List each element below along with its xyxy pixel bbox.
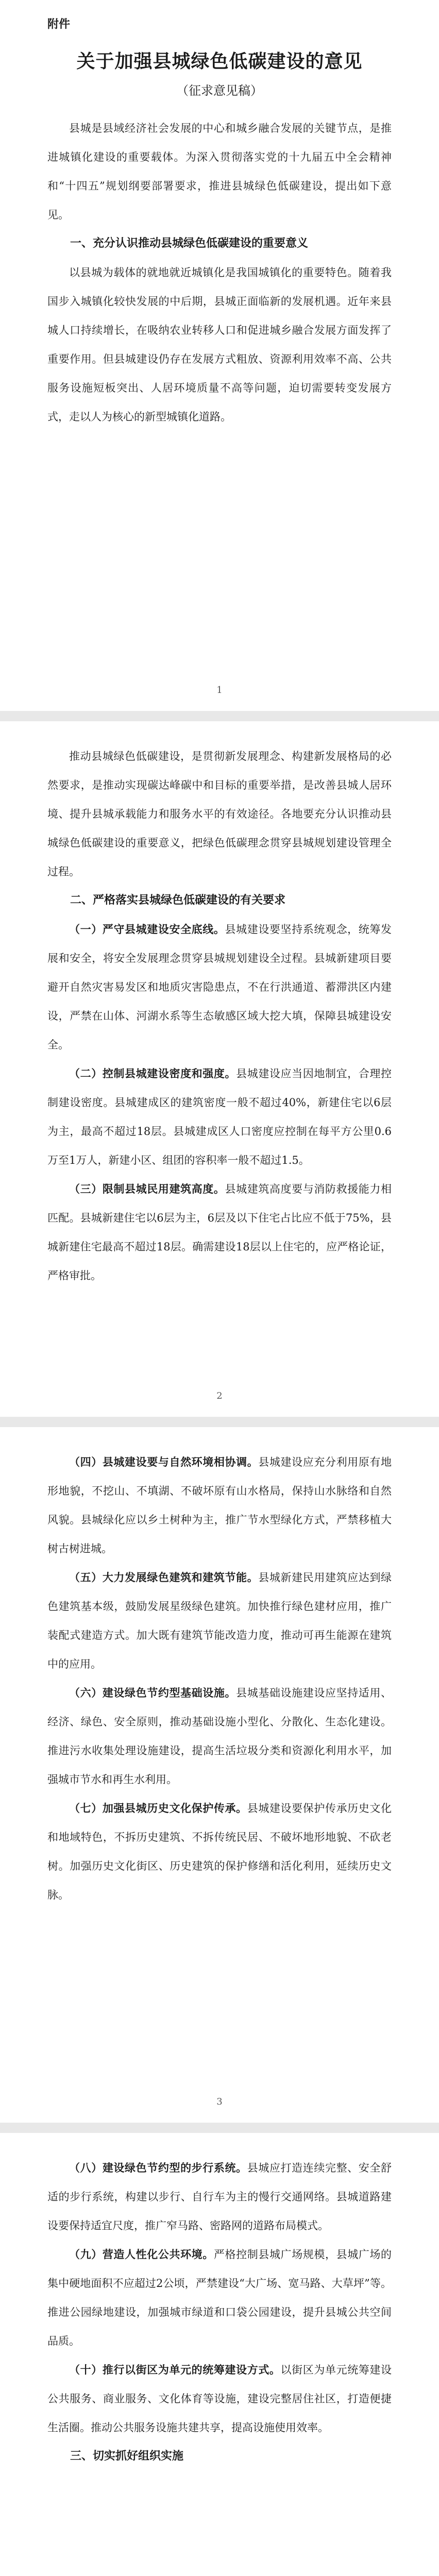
page-3 xyxy=(0,1427,439,2123)
section-2-item xyxy=(47,2154,392,2240)
item-text: 县城建设要坚持系统观念，统筹发展和安全，将安全发展理念贯穿县城规划建设全过程。县城新建项目要避开自然灾害易发区和地质灾害隐患点，不在行洪通道、蓄滞洪区内建设，严禁在山体、河湖水系等生态敏感区域大挖大填，保障县城建设安全。 xyxy=(47,923,392,1051)
item-text: 严格控制县城广场规模，县城广场的集中硬地面积不应超过2公顷，严禁建设“大广场、宽马路、大草坪”等。推进公园绿地建设，加强城市绿道和口袋公园建设，提升县城公共空间品质。 xyxy=(47,2248,392,2347)
section-2-item xyxy=(47,1175,392,1290)
page-number: 2 xyxy=(216,1391,223,1401)
intro-paragraph: 县城是县域经济社会发展的中心和城乡融合发展的关键节点，是推进城镇化建设的重要载体。为深入贯彻落实党的十九届五中全会精神和“十四五”规划纲要部署要求，推进县城绿色低碳建设，提出如下意见。 xyxy=(47,122,392,221)
item-lead: （六）建设绿色节约型基础设施。 xyxy=(69,1686,237,1699)
page-number: 1 xyxy=(216,685,223,696)
item-text: 县城建设要保护传承历史文化和地域特色，不拆历史建筑、不拆传统民居、不破坏地形地貌、不砍老树。加强历史文化街区、历史建筑的保护修缮和活化利用，延续历史文脉。 xyxy=(47,1802,392,1901)
section-2-item xyxy=(47,915,392,1059)
section-1-paragraph: 以县城为载体的就地就近城镇化是我国城镇化的重要特色。随着我国步入城镇化较快发展的中后期，县城正面临新的发展机遇。近年来县城人口持续增长，在吸纳农业转移人口和促进城乡融合发展方面发挥了重要作用。但县城建设仍存在发展方式粗放、资源利用效率不高、公共服务设施短板突出、人居环境质量不高等问题，迫切需要转变发展方式，走以人为核心的新型城镇化道路。 xyxy=(47,266,392,423)
item-lead: （四）县城建设要与自然环境相协调。 xyxy=(69,1455,259,1468)
section-2-item xyxy=(47,1059,392,1175)
item-text: 以街区为单元统筹建设公共服务、商业服务、文化体育等设施，建设完整居住社区，打造便捷生活圈。推动公共服务设施共建共享，提高设施使用效率。 xyxy=(47,2364,392,2434)
section-2-item xyxy=(47,1563,392,1679)
page-2 xyxy=(0,721,439,1417)
attachment-label: 附件 xyxy=(47,18,71,31)
section-2-item xyxy=(47,1448,392,1563)
section-2-item xyxy=(47,1679,392,1794)
item-lead: （十）推行以街区为单元的统筹建设方式。 xyxy=(69,2363,281,2376)
item-lead: （五）大力发展绿色建筑和建筑节能。 xyxy=(69,1571,259,1584)
item-lead: （八）建设绿色节约型的步行系统。 xyxy=(69,2161,247,2174)
item-text: 县城建设应充分利用原有地形地貌，不挖山、不填湖、不破坏原有山水格局，保持山水脉络和自然风貌。县城绿化应以乡土树种为主，推广节水型绿化方式，严禁移植大树古树进城。 xyxy=(47,1456,392,1555)
section-2-heading: 二、严格落实县城绿色低碳建设的有关要求 xyxy=(70,894,286,907)
item-text: 县城新建民用建筑应达到绿色建筑基本级，鼓励发展星级绿色建筑。加快推行绿色建材应用，推广装配式建造方式。加大既有建筑节能改造力度，推动可再生能源在建筑中的应用。 xyxy=(47,1571,392,1670)
item-lead: （三）限制县城民用建筑高度。 xyxy=(69,1182,225,1195)
section-2-item xyxy=(47,1794,392,1909)
document-subtitle: （征求意见稿） xyxy=(176,83,263,98)
document-title: 关于加强县城绿色低碳建设的意见 xyxy=(76,50,363,72)
item-text: 县城建设应当因地制宜，合理控制建设密度。县城建成区的建筑密度一般不超过40%，新建住宅以6层为主，最高不超过18层。县城建成区人口密度应控制在每平方公里0.6万至1万人，新建小区、组团的容积率一般不超过1.5。 xyxy=(47,1067,392,1166)
item-lead: （一）严守县城建设安全底线。 xyxy=(69,923,225,936)
section-2-item xyxy=(47,2240,392,2355)
item-text: 县城基础设施建设应坚持适用、经济、绿色、安全原则，推动基础设施小型化、分散化、生态化建设。推进污水收集处理设施建设，提高生活垃圾分类和资源化利用水平，加强城市节水和再生水利用。 xyxy=(47,1687,392,1786)
item-text: 县城应打造连续完整、安全舒适的步行系统，构建以步行、自行车为主的慢行交通网络。县城道路建设要保持适宜尺度，推广窄马路、密路网的道路布局模式。 xyxy=(47,2162,392,2232)
item-lead: （七）加强县城历史文化保护传承。 xyxy=(69,1802,247,1815)
page-number: 3 xyxy=(216,2096,223,2107)
item-lead: （九）营造人性化公共环境。 xyxy=(69,2248,214,2261)
section-2-item xyxy=(47,2355,392,2442)
section-3-heading: 三、切实抓好组织实施 xyxy=(70,2450,184,2463)
page-4 xyxy=(0,2133,439,2576)
section-1-heading: 一、充分认识推动县城绿色低碳建设的重要意义 xyxy=(70,237,309,250)
page-1 xyxy=(0,0,439,711)
section-1-paragraph: 推动县城绿色低碳建设，是贯彻新发展理念、构建新发展格局的必然要求，是推动实现碳达峰碳中和目标的重要举措，是改善县城人居环境、提升县城承载能力和服务水平的有效途径。各地要充分认识推动县城绿色低碳建设的重要意义，把绿色低碳理念贯穿县城规划建设管理全过程。 xyxy=(47,750,392,878)
item-lead: （二）控制县城建设密度和强度。 xyxy=(69,1067,237,1080)
item-text: 县城建筑高度要与消防救援能力相匹配。县城新建住宅以6层为主，6层及以下住宅占比应不低于75%，县城新建住宅最高不超过18层。确需建设18层以上住宅的，应严格论证，严格审批。 xyxy=(47,1183,392,1282)
